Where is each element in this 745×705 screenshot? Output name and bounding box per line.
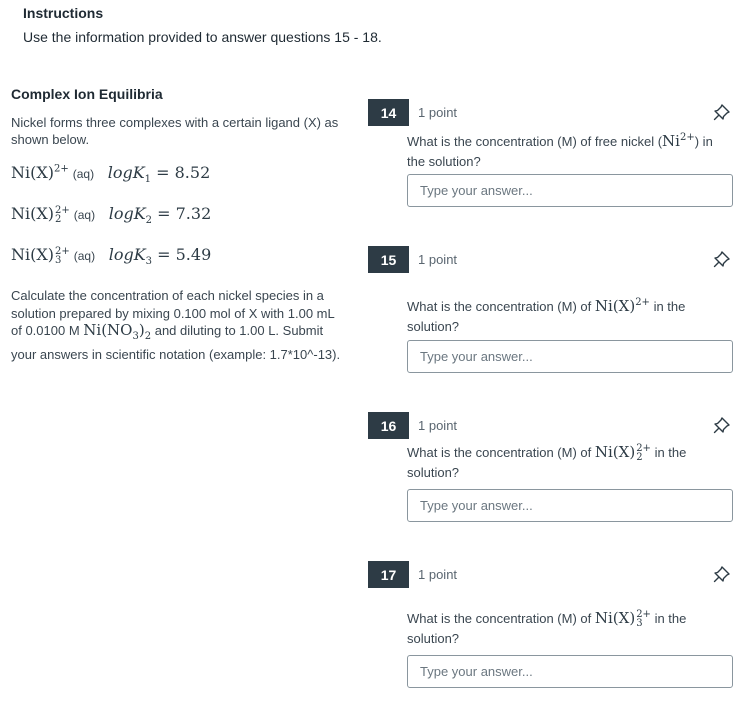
answer-input-15[interactable] xyxy=(407,340,733,373)
pin-icon[interactable] xyxy=(713,565,731,583)
section-title: Complex Ion Equilibria xyxy=(11,86,163,102)
question-points: 1 point xyxy=(418,418,458,433)
species: Ni(X) 2+ 3 xyxy=(11,245,70,266)
answer-input-14[interactable] xyxy=(407,174,733,207)
answer-input-16[interactable] xyxy=(407,489,733,522)
instructions-text: Use the information provided to answer questions 15 - 18. xyxy=(23,29,382,45)
question-species: $Ni(X)^{2+}$ xyxy=(594,297,650,315)
equilibrium-2 xyxy=(11,204,211,226)
question-number-badge: 16 xyxy=(368,412,409,439)
info-panel xyxy=(11,86,346,386)
aq-label: (aq) xyxy=(73,249,96,263)
pin-icon[interactable] xyxy=(713,103,731,121)
question-points: 1 point xyxy=(418,567,458,582)
species: Ni(X) 2+ 2 xyxy=(11,204,70,225)
equilibrium-1 xyxy=(11,163,210,185)
question-text: What is the concentration (M) of Ni(X) 2+ 2 in the solution? xyxy=(407,443,687,480)
pin-icon[interactable] xyxy=(713,416,731,434)
question-text: What is the concentration (M) of Ni(X) 2+ 3 in the solution? xyxy=(407,609,687,646)
section-intro: Nickel forms three complexes with a certain ligand (X) as shown below. xyxy=(11,115,339,147)
question-species: Ni(X) 2+ 2 xyxy=(594,443,651,463)
question-species: Ni(X) 2+ 3 xyxy=(594,609,651,629)
nickel-nitrate-formula: $Ni(NO_3)_2$ xyxy=(83,321,152,342)
question-number-badge: 17 xyxy=(368,561,409,588)
instructions-title: Instructions xyxy=(23,5,104,21)
question-text: What is the concentration (M) of free nickel $(Ni^{2+})$ in the solution? xyxy=(407,132,713,169)
calculation-instructions: Calculate the concentration of each nickel species in a solution prepared by mixing 0.100 mol of X with 1.00 mL of 0.0100 M $Ni(NO_3)_2$ and diluting to 1.00 L. Submit your answers in scientific notation (example: 1.7*10^-13). xyxy=(11,288,341,362)
pin-icon[interactable] xyxy=(713,250,731,268)
question-text: What is the concentration (M) of $Ni(X)^{2+}$ in the solution? xyxy=(407,297,686,334)
logk-expression: logK$_1$ = 8.52 xyxy=(107,163,211,186)
question-points: 1 point xyxy=(418,252,458,267)
logk-expression: logK$_2$ = 7.32 xyxy=(108,204,212,227)
aq-label: (aq) xyxy=(73,208,96,222)
answer-input-17[interactable] xyxy=(407,655,733,688)
aq-label: (aq) xyxy=(72,167,95,181)
logk-expression: logK$_3$ = 5.49 xyxy=(108,245,212,268)
species: $Ni(X)^{2+}$ xyxy=(11,163,69,182)
question-number-badge: 15 xyxy=(368,246,409,273)
question-points: 1 point xyxy=(418,105,458,120)
equilibrium-3 xyxy=(11,245,211,267)
question-species: $Ni^{2+}$ xyxy=(662,132,695,150)
question-number-badge: 14 xyxy=(368,99,409,126)
